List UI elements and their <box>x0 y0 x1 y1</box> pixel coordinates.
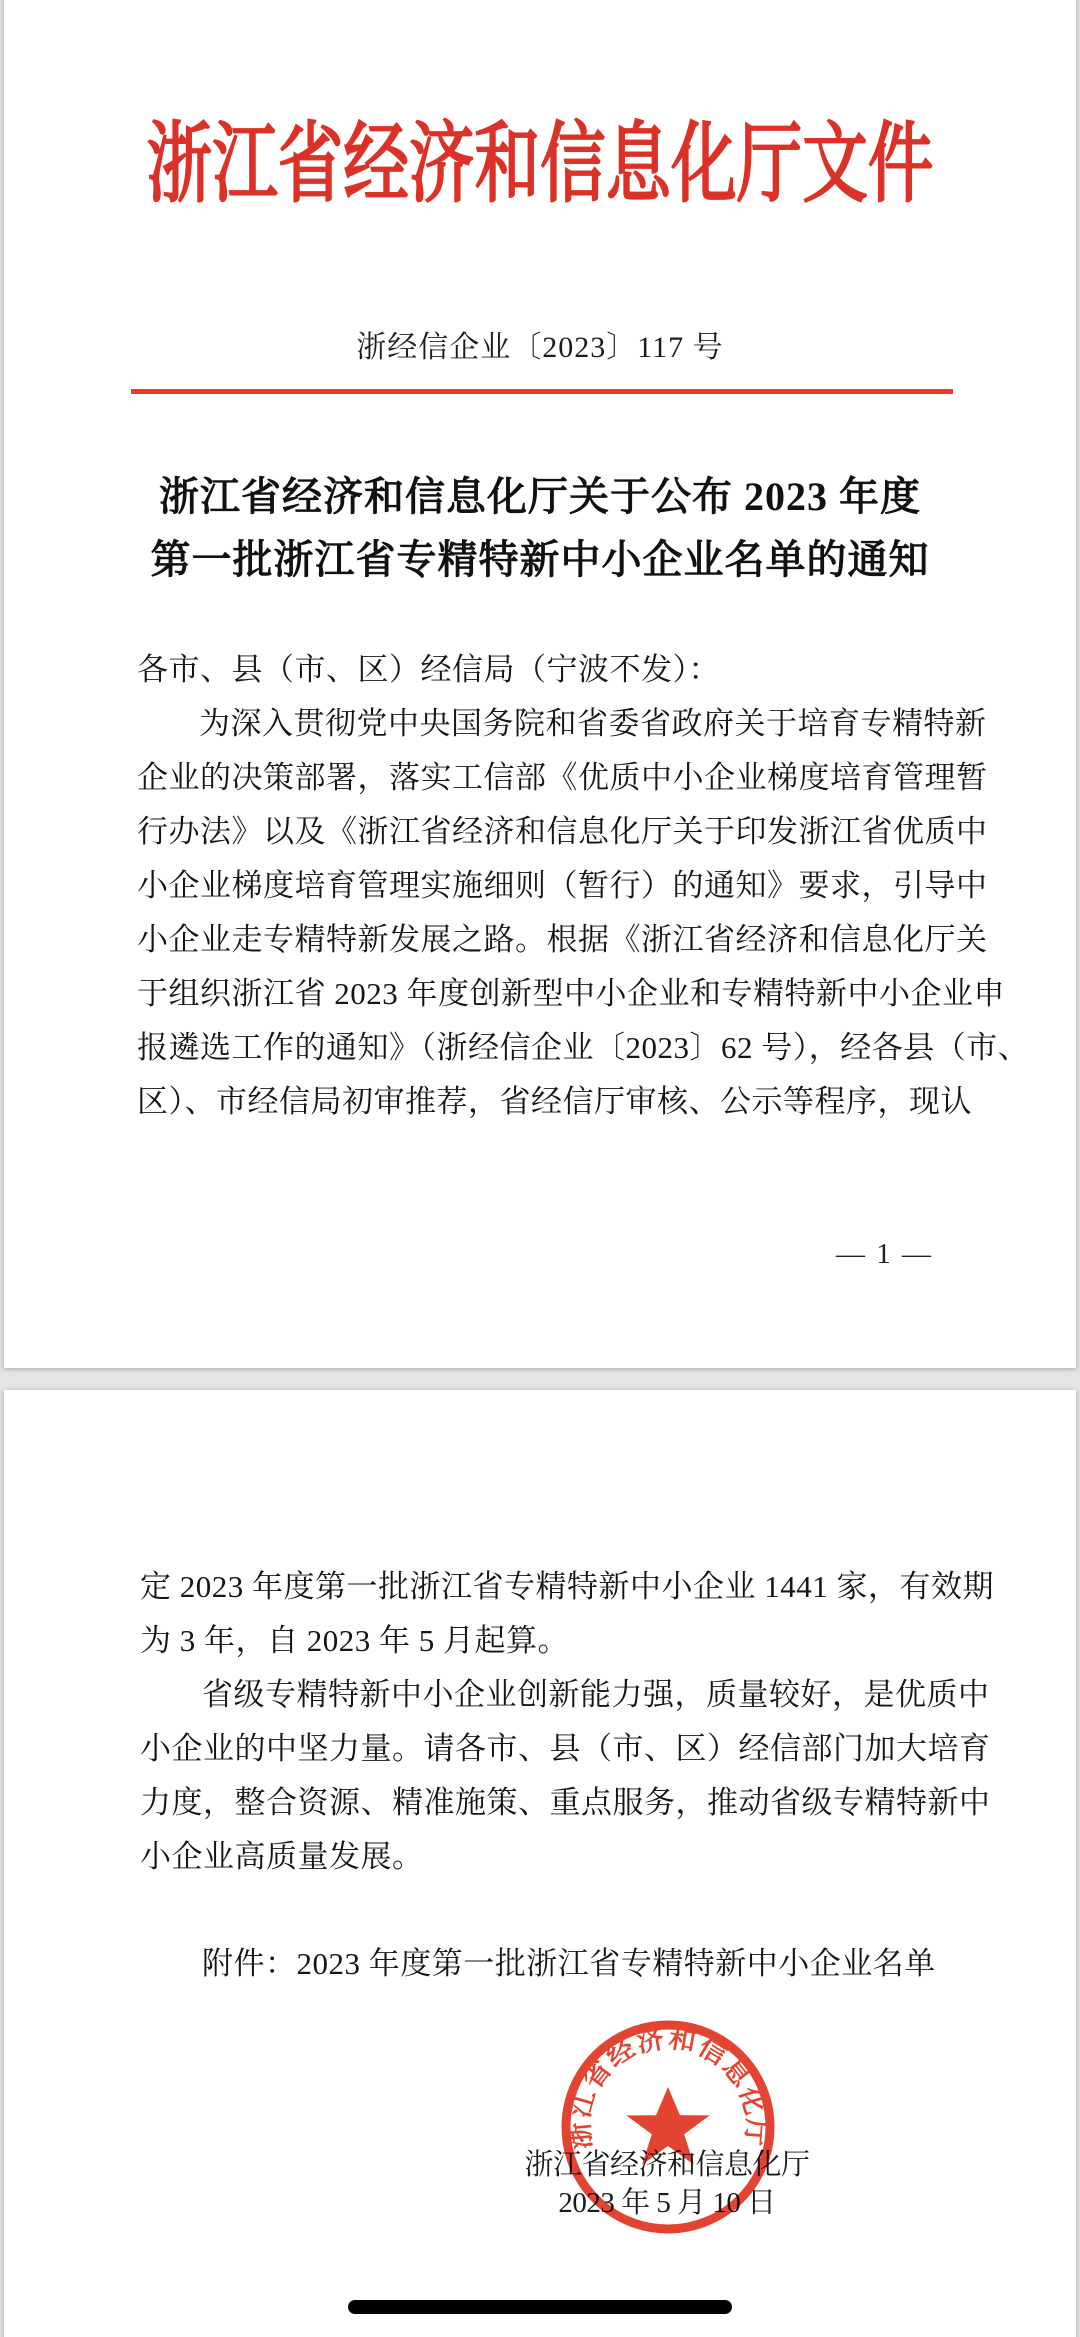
body-line: 区）、市经信局初审推荐，省经信厅审核、公示等程序，现认 <box>137 1084 972 1119</box>
body-line: 为 3 年，自 2023 年 5 月起算。 <box>140 1623 569 1658</box>
attachment-line: 附件：2023 年度第一批浙江省专精特新中小企业名单 <box>202 1946 936 1981</box>
body-line: 于组织浙江省 2023 年度创新型中小企业和专精特新中小企业申 <box>137 976 1005 1011</box>
official-seal <box>554 2013 782 2241</box>
red-letterhead-title <box>4 116 1076 216</box>
body-line: 小企业的中坚力量。请各市、县（市、区）经信部门加大培育 <box>140 1731 991 1766</box>
document-page-2 <box>4 1390 1076 2337</box>
page2-body-text <box>140 1560 994 1884</box>
page1-body-text <box>137 643 1030 1129</box>
body-line: 小企业梯度培育管理实施细则（暂行）的通知》要求，引导中 <box>137 868 988 903</box>
notice-title-line2: 第一批浙江省专精特新中小企业名单的通知 <box>150 537 930 582</box>
document-page-1 <box>4 0 1076 1368</box>
body-line: 力度，整合资源、精准施策、重点服务，推动省级专精特新中 <box>140 1785 991 1820</box>
body-line: 小企业走专精特新发展之路。根据《浙江省经济和信息化厅关 <box>137 922 988 957</box>
notice-title <box>4 465 1076 591</box>
body-line: 省级专精特新中小企业创新能力强，质量较好，是优质中 <box>202 1677 990 1712</box>
page-number: — 1 — <box>836 1238 933 1270</box>
seal-star-icon <box>626 2087 710 2165</box>
seal-arc-text: 浙江省经济和信息化厅 <box>564 2022 772 2151</box>
body-line: 为深入贯彻党中央国务院和省委省政府关于培育专精特新 <box>199 706 987 741</box>
body-line: 定 2023 年度第一批浙江省专精特新中小企业 1441 家，有效期 <box>140 1569 994 1604</box>
document-number: 浙经信企业〔2023〕117 号 <box>356 331 724 364</box>
red-letterhead-text: 浙江省经济和信息化厅文件 <box>146 117 934 214</box>
home-indicator[interactable] <box>348 2300 732 2314</box>
body-line: 报遴选工作的通知》（浙经信企业〔2023〕62 号），经各县（市、 <box>137 1030 1030 1065</box>
body-line: 小企业高质量发展。 <box>140 1839 424 1874</box>
notice-title-line1: 浙江省经济和信息化厅关于公布 2023 年度 <box>159 474 921 519</box>
body-line: 行办法》以及《浙江省经济和信息化厅关于印发浙江省优质中 <box>137 814 988 849</box>
signature-date: 2023 年 5 月 10 日 <box>558 2187 776 2219</box>
red-divider-line <box>131 389 953 394</box>
body-line: 企业的决策部署，落实工信部《优质中小企业梯度培育管理暂 <box>137 760 988 795</box>
signer-name: 浙江省经济和信息化厅 <box>524 2149 810 2181</box>
body-line: 各市、县（市、区）经信局（宁波不发）： <box>137 652 720 687</box>
